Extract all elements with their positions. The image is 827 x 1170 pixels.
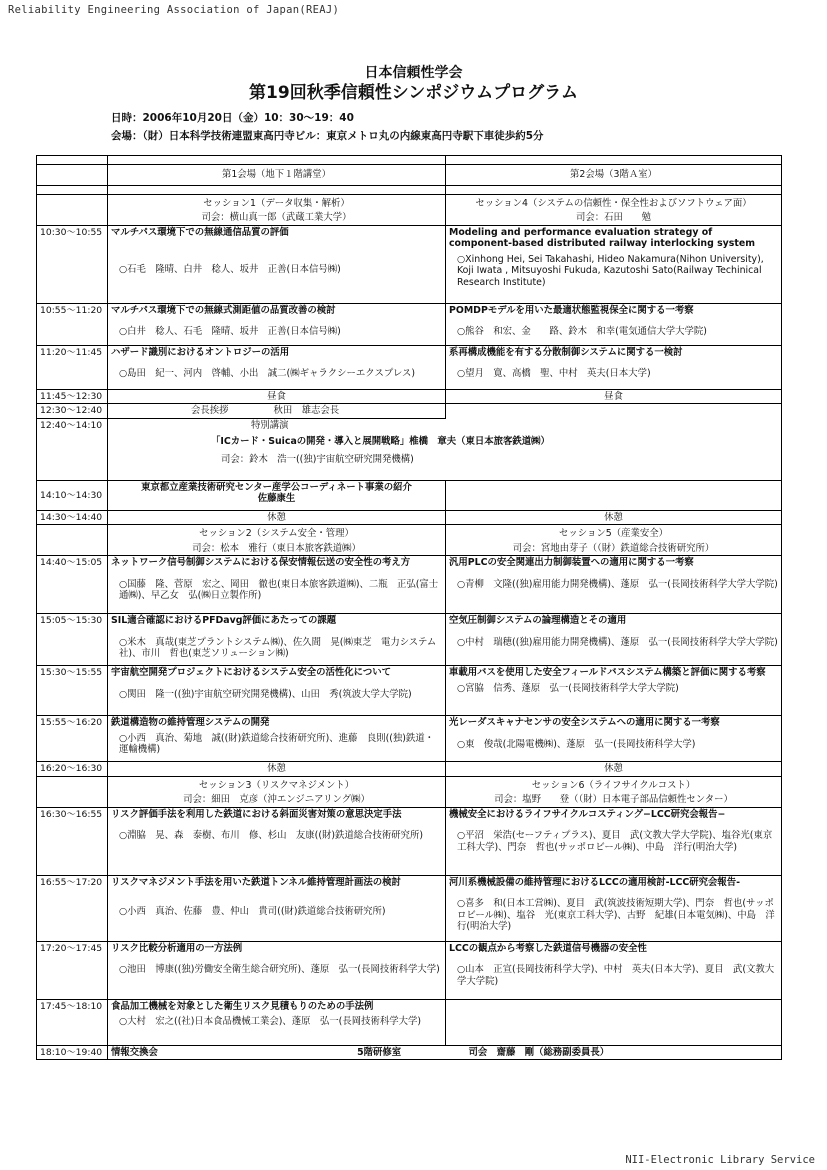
presentation	[446, 807, 782, 875]
time-slot: 14:30〜14:40	[37, 510, 108, 524]
time-slot: 18:10〜19:40	[37, 1045, 108, 1059]
presentation-title: 河川系機械設備の維持管理におけるLCCの適用検討-LCC研究会報告-	[449, 876, 741, 888]
table-row	[37, 225, 782, 303]
session-chair: 司会：細田 克彦（沖エンジニアリング㈱）	[183, 794, 370, 806]
session-name: セッション5（産業安全）	[559, 528, 668, 540]
special-lecture-chair: 司会：鈴木 浩一((独)宇宙航空研究開発機構)	[221, 453, 414, 465]
session6-header	[446, 776, 782, 807]
table-row	[37, 195, 782, 226]
session-name: セッション4（システムの信頼性・保全性およびソフトウェア面）	[475, 198, 752, 209]
presentation-authors: ○青柳 文隆((独)雇用能力開発機構)、蓬原 弘一(長岡技術科学大学大学院)	[457, 578, 778, 590]
time-slot: 15:55〜16:20	[37, 716, 108, 762]
presentation-authors: ○望月 寛、高橋 聖、中村 英夫(日本大学)	[457, 368, 651, 380]
session2-header	[108, 525, 446, 556]
time-slot: 14:10〜14:30	[37, 480, 108, 510]
presentation	[108, 666, 446, 716]
table-row	[37, 345, 782, 389]
break-room2: 休憩	[446, 762, 782, 776]
presentation-authors: ○小西 真治、佐藤 豊、仲山 貴司((財)鉄道総合技術研究所)	[119, 906, 386, 918]
presentation	[108, 999, 446, 1045]
presentation-title: 車載用バスを使用した安全フィールドバスシステム構築と評価に関する考察	[449, 667, 766, 679]
presentation-authors: ○宮脇 信秀、蓬原 弘一(長岡技術科学大学大学院)	[457, 682, 679, 694]
time-slot: 16:55〜17:20	[37, 875, 108, 941]
presentation-authors: ○小西 真治、菊地 誠((財)鉄道総合技術研究所)、進藤 良則((独)鉄道・運輸機構)	[119, 732, 435, 756]
time-slot: 17:20〜17:45	[37, 941, 108, 999]
presentation-authors: ○島田 紀一、河内 啓輔、小出 誠二(㈱ギャラクシーエクスプレス)	[119, 368, 415, 380]
session-chair: 司会：横山真一郎（武蔵工業大学）	[201, 212, 352, 224]
table-row	[37, 666, 782, 716]
break-room1: 休憩	[108, 510, 446, 524]
organization-name: 日本信頼性学会	[364, 65, 463, 81]
social-event-name: 情報交換会	[111, 1046, 158, 1058]
presentation-title: マルチパス環境下での無線通信品質の評価	[111, 226, 289, 238]
presentation-authors: ○石毛 隆晴、白井 稔人、坂井 正善(日本信号㈱)	[119, 264, 341, 276]
presentation-title: POMDPモデルを用いた最適状態監視保全に関する一考察	[449, 304, 694, 316]
table-row	[37, 762, 782, 776]
break-room2: 休憩	[446, 510, 782, 524]
presentation-title: Modeling and performance evaluation strategy of component-based distributed railway interlocking system	[449, 226, 755, 250]
time-slot: 16:20〜16:30	[37, 762, 108, 776]
table-row	[37, 716, 782, 762]
venue-line: 会場：（財）日本科学技術連盟東高円寺ビル：東京メトロ丸の内線東高円寺駅下車徒歩約5分	[111, 130, 544, 142]
table-row	[37, 525, 782, 556]
table-row	[37, 999, 782, 1045]
coordinate-intro	[108, 480, 446, 510]
coordinate-intro-title: 東京都立産業技術研究センター産学公コーディネート事業の紹介	[141, 481, 412, 493]
presentation	[108, 716, 446, 762]
table-row	[37, 1045, 782, 1059]
session5-header	[446, 525, 782, 556]
table-row	[37, 875, 782, 941]
presentation-title: 空気圧制御システムの論理構造とその適用	[449, 615, 627, 627]
session3-header	[108, 776, 446, 807]
table-row	[37, 614, 782, 666]
table-row	[37, 165, 782, 186]
presentation	[108, 225, 446, 303]
table-row	[37, 156, 782, 165]
session-chair: 司会：宮地由芽子（（財）鉄道総合技術研究所）	[512, 542, 715, 554]
coordinate-intro-speaker: 佐藤康生	[257, 493, 296, 505]
presentation-authors: ○中村 瑞穂((独)雇用能力開発機構)、蓬原 弘一(長岡技術科学大学大学院)	[457, 636, 778, 648]
greeting-speaker: 秋田 雄志会長	[273, 405, 340, 417]
session-name: セッション3（リスクマネジメント）	[198, 779, 355, 791]
greeting	[108, 404, 446, 418]
special-lecture	[108, 418, 782, 480]
time-slot: 15:05〜15:30	[37, 614, 108, 666]
room1-header: 第1会場（地下１階講堂）	[108, 165, 446, 186]
lunch-room1: 昼食	[108, 389, 446, 403]
presentation-authors: ○平沼 栄浩(セーフティプラス)、夏目 武(文教大学大学院)、塩谷光(東京工科大学)、門奈 哲也(サッポロビール㈱)、中島 洋行(明治大学)	[457, 830, 773, 853]
time-slot: 17:45〜18:10	[37, 999, 108, 1045]
table-row	[37, 480, 782, 510]
table-row	[37, 776, 782, 807]
time-slot: 15:30〜15:55	[37, 666, 108, 716]
presentation	[446, 666, 782, 716]
social-event-chair: 司会 齋藤 剛（総務副委員長）	[468, 1046, 610, 1058]
presentation	[446, 716, 782, 762]
presentation-title: 光レーダスキャナセンサの安全システムへの適用に関する一考察	[449, 717, 720, 729]
presentation-authors: ○山本 正宣(長岡技術科学大学)、中村 英夫(日本大学)、夏目 武(文教大学大学院)	[457, 964, 775, 987]
session1-header	[108, 195, 446, 226]
session-chair: 司会：塩野 登（（財）日本電子部品信頼性センター）	[494, 794, 733, 806]
presentation	[108, 807, 446, 875]
presentation-authors: ○国藤 隆、菅原 宏之、岡田 徹也(東日本旅客鉄道㈱)、二瓶 正弘(富士通㈱)、早乙女 弘(㈱日立製作所)	[119, 578, 439, 602]
presentation	[446, 345, 782, 389]
presentation-title: LCCの観点から考察した鉄道信号機器の安全性	[449, 942, 647, 954]
presentation-authors: ○池田 博康((独)労働安全衛生総合研究所)、蓬原 弘一(長岡技術科学大学)	[119, 964, 440, 976]
special-lecture-title: 「ICカード・Suicaの開発・導入と展開戦略」椎橋 章夫（東日本旅客鉄道㈱）	[211, 436, 550, 448]
presentation	[108, 941, 446, 999]
presentation-title: 鉄道構造物の維持管理システムの開発	[111, 717, 270, 729]
presentation	[446, 614, 782, 666]
table-row	[37, 510, 782, 524]
table-row	[37, 418, 782, 480]
presentation-authors: ○関田 隆一((独)宇宙航空研究開発機構)、山田 秀(筑波大学大学院)	[119, 688, 412, 700]
break-room1: 休憩	[108, 762, 446, 776]
presentation-authors: ○Xinhong Hei, Sei Takahashi, Hideo Nakamura(Nihon University), Koji Iwata , Mitsuyoshi Fukuda, Kazutoshi Sato(Railway Techinical Research Institute)	[457, 253, 764, 288]
session-name: セッション1（データ収集・解析）	[203, 198, 350, 209]
presentation-title: リスク比較分析適用の一方法例	[111, 942, 243, 954]
greeting-label: 会長挨拶	[191, 405, 229, 417]
time-slot: 16:30〜16:55	[37, 807, 108, 875]
table-row	[37, 941, 782, 999]
presentation-title: ハザード識別におけるオントロジーの活用	[111, 346, 290, 358]
table-row	[37, 807, 782, 875]
footer-library: NII-Electronic Library Service	[625, 1154, 815, 1166]
presentation-title: 食品加工機械を対象とした衛生リスク見積もりのための手法例	[111, 1000, 374, 1012]
presentation	[446, 941, 782, 999]
presentation-title: SIL適合確認におけるPFDavg評価にあたっての課題	[111, 615, 337, 627]
session-chair: 司会：松本 雅行（東日本旅客鉄道㈱）	[192, 542, 361, 554]
table-row	[37, 389, 782, 403]
presentation	[446, 556, 782, 614]
time-slot: 14:40〜15:05	[37, 556, 108, 614]
header-association: Reliability Engineering Association of Japan(REAJ)	[8, 4, 340, 16]
presentation-authors: ○東 俊哉(北陽電機㈱)、蓬原 弘一(長岡技術科学大学)	[457, 738, 696, 750]
time-slot: 11:45〜12:30	[37, 389, 108, 403]
presentation	[108, 345, 446, 389]
table-row	[37, 186, 782, 195]
presentation-authors: ○米木 真哉(東芝プラントシステム㈱)、佐久間 晃(㈱東芝 電力システム社)、市川 哲也(東芝ソリューション㈱)	[119, 636, 437, 660]
presentation-title: リスクマネジメント手法を用いた鉄道トンネル維持管理計画法の検討	[111, 876, 401, 888]
presentation-title: 宇宙航空開発プロジェクトにおけるシステム安全の活性化について	[111, 667, 391, 679]
time-slot: 12:30〜12:40	[37, 404, 108, 418]
presentation-title: 系再構成機能を有する分散制御システムに関する一検討	[449, 346, 683, 358]
presentation-authors: ○熊谷 和宏、金 路、鈴木 和幸(電気通信大学大学院)	[457, 326, 707, 338]
presentation	[108, 303, 446, 345]
social-event	[108, 1045, 782, 1059]
presentation	[446, 303, 782, 345]
presentation	[108, 614, 446, 666]
room2-header: 第2会場（3階Ａ室）	[446, 165, 782, 186]
session-name: セッション6（ライフサイクルコスト）	[531, 779, 696, 791]
time-slot: 10:30〜10:55	[37, 225, 108, 303]
session4-header	[446, 195, 782, 226]
presentation	[446, 225, 782, 303]
presentation	[108, 556, 446, 614]
time-slot: 11:20〜11:45	[37, 345, 108, 389]
date-line: 日時：2006年10月20日（金）10：30〜19：40	[111, 112, 354, 124]
presentation-title: ネットワーク信号制御システムにおける保安情報伝送の安全性の考え方	[111, 557, 411, 569]
table-row	[37, 404, 782, 418]
time-slot: 12:40〜14:10	[37, 418, 108, 480]
presentation-authors: ○大村 宏之((社)日本食品機械工業会)、蓬原 弘一(長岡技術科学大学)	[119, 1016, 422, 1028]
session-chair: 司会：石田 勉	[575, 212, 651, 224]
table-row	[37, 303, 782, 345]
lunch-room2: 昼食	[446, 389, 782, 403]
session-name: セッション2（システム安全・管理）	[199, 528, 354, 540]
presentation-authors: ○喜多 和(日本工営㈱)、夏目 武(筑波技術短期大学)、門奈 哲也(サッポロビール㈱)、塩谷 光(東京工科大学)、古野 紀雄(日本電気㈱)、中島 洋行(明治大学)	[457, 898, 775, 933]
presentation-title: リスク評価手法を利用した鉄道における斜面災害対策の意思決定手法	[111, 808, 402, 820]
table-row	[37, 556, 782, 614]
presentation-authors: ○白井 稔人、石毛 隆晴、坂井 正善(日本信号㈱)	[119, 326, 341, 338]
presentation-authors: ○淵脇 晃、森 泰樹、布川 修、杉山 友康((財)鉄道総合技術研究所)	[119, 830, 424, 842]
social-event-place: 5階研修室	[357, 1046, 402, 1058]
presentation	[108, 875, 446, 941]
program-table	[36, 155, 782, 1060]
presentation-title: 機械安全におけるライフサイクルコスティング−LCC研究会報告−	[449, 808, 726, 820]
presentation-title: 汎用PLCの安全関連出力制御装置への適用に関する一考察	[449, 557, 694, 569]
page-title: 第19回秋季信頼性シンポジウムプログラム	[249, 83, 578, 103]
special-lecture-heading: 特別講演	[251, 419, 289, 431]
presentation-title: マルチパス環境下での無線式測距値の品質改善の検討	[111, 304, 336, 316]
presentation	[446, 875, 782, 941]
time-slot: 10:55〜11:20	[37, 303, 108, 345]
